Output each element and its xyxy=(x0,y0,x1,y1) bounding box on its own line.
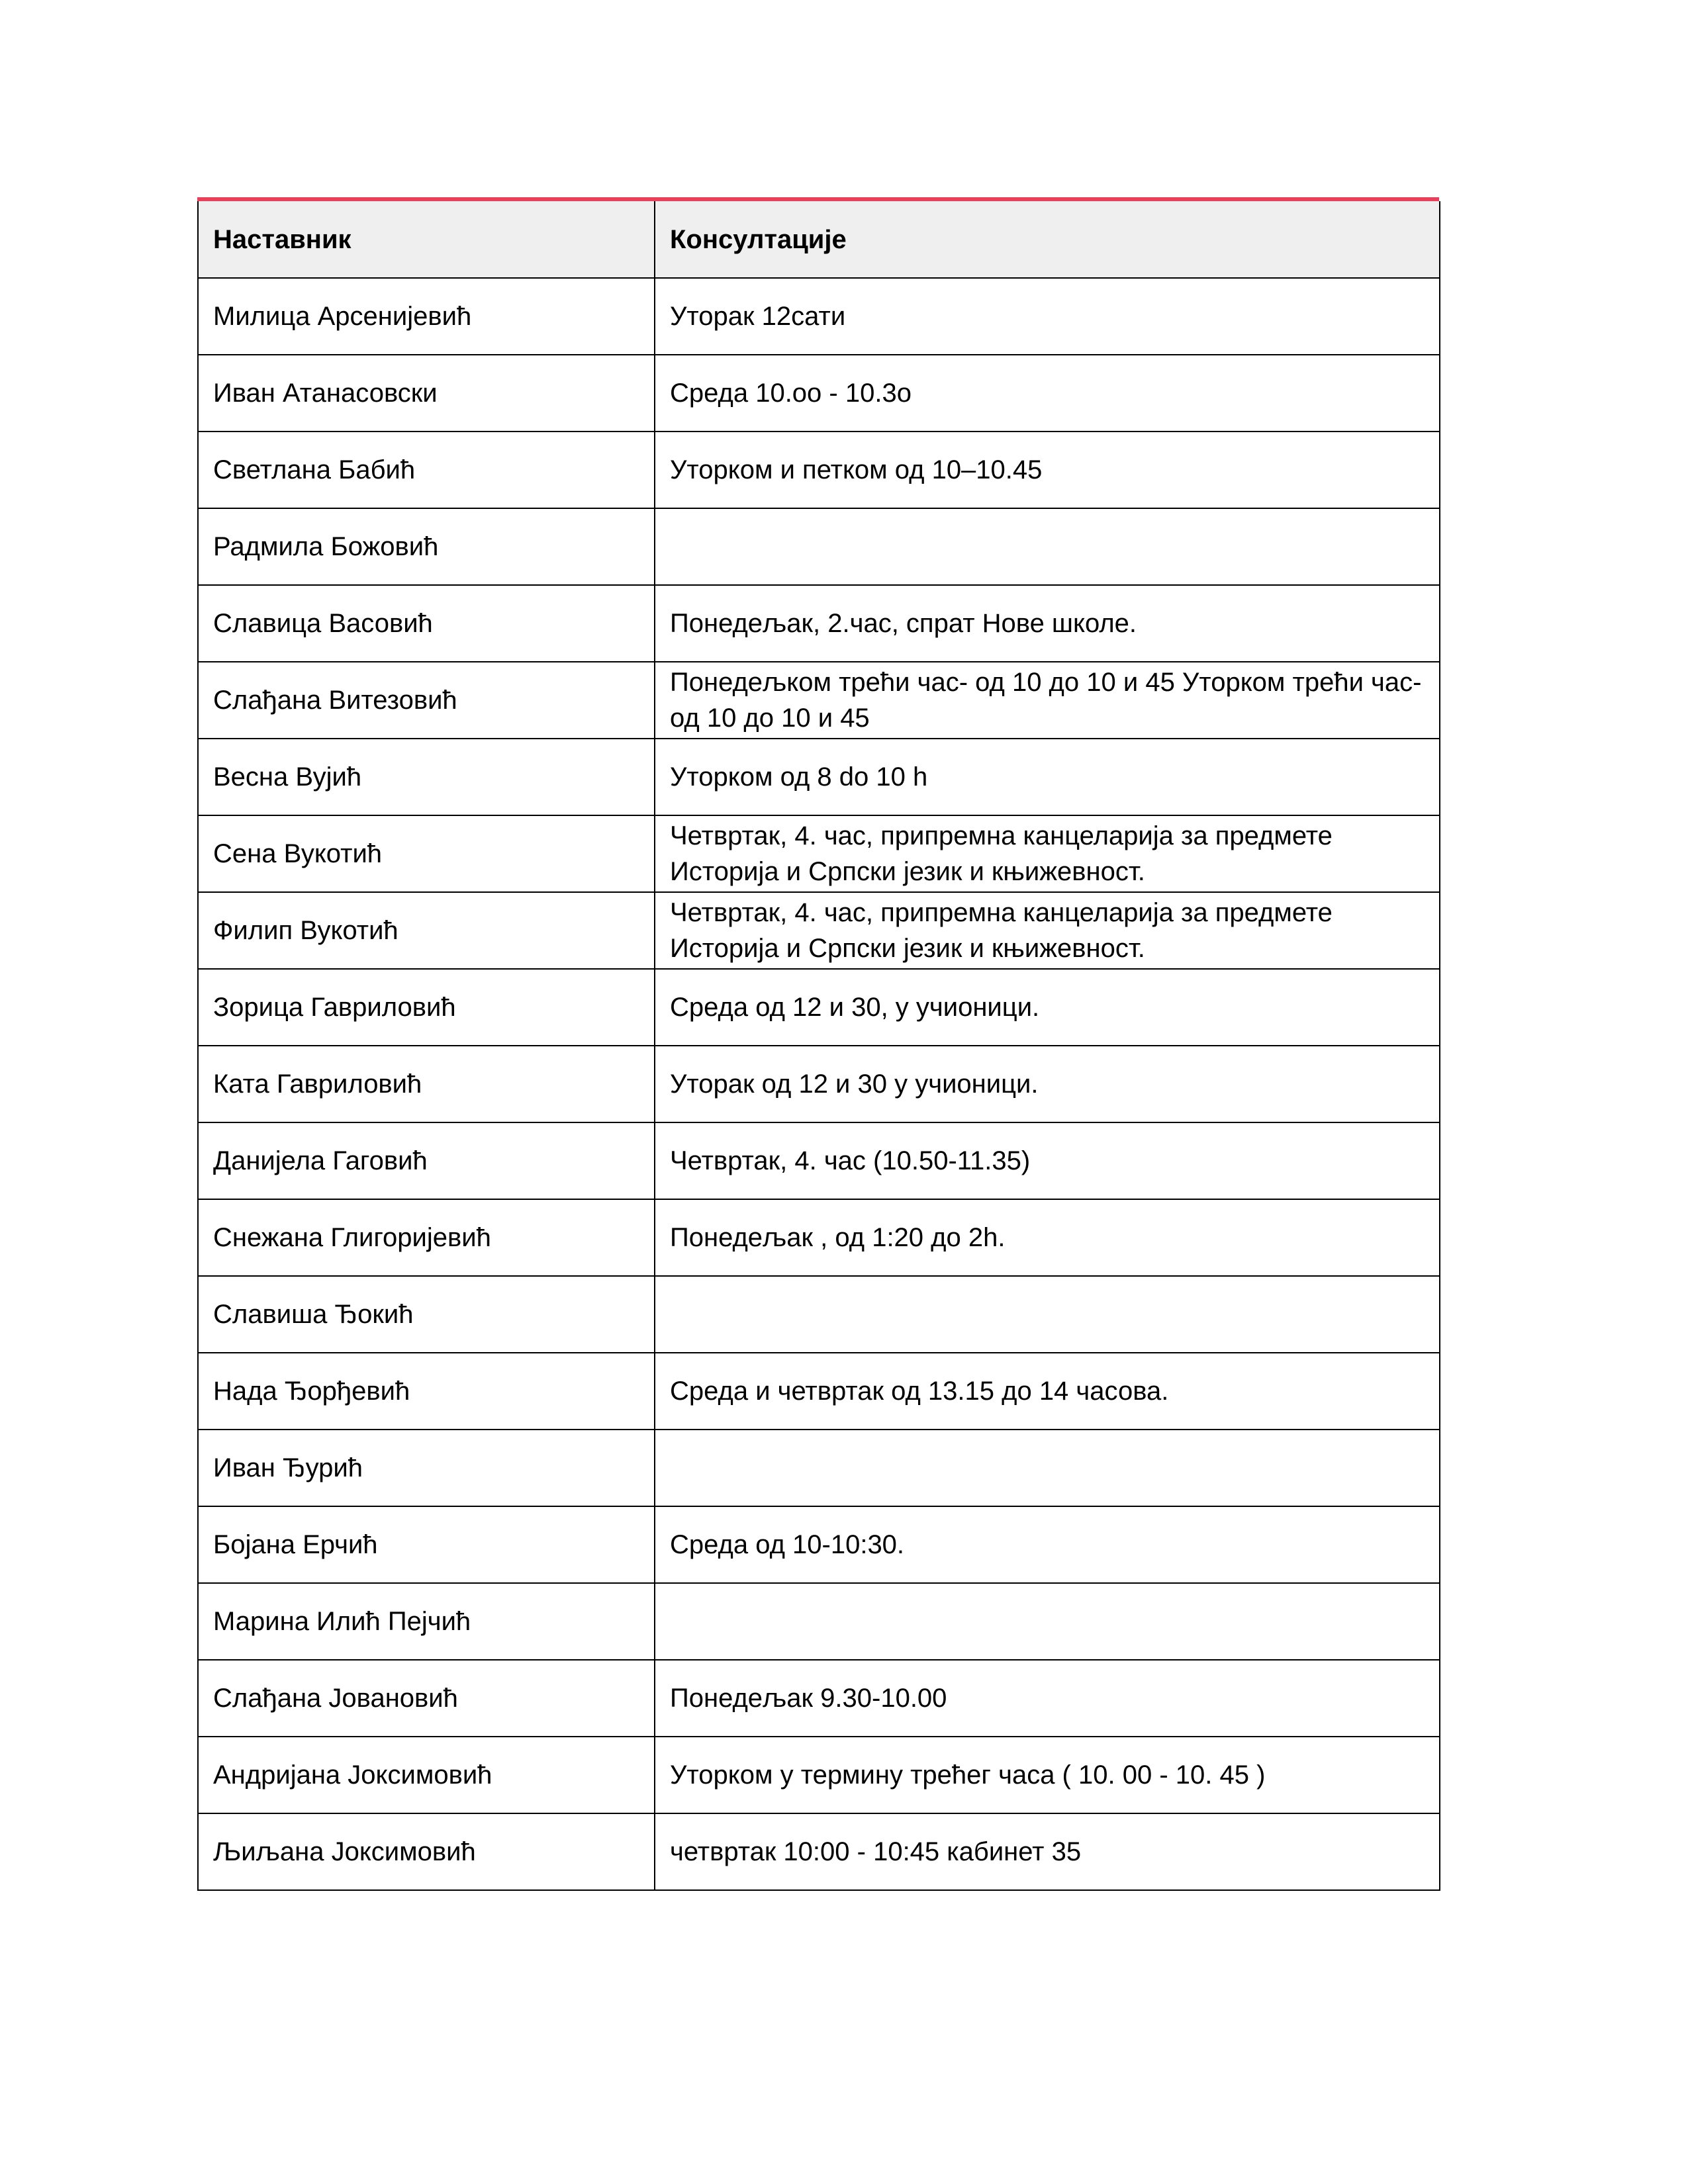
table-row xyxy=(198,1046,1440,1122)
consultation-cell: Четвртак, 4. час, припремна канцеларија за предмете Историја и Српски језик и књижевност. xyxy=(655,815,1440,892)
header-consultation: Консултације xyxy=(655,201,1440,278)
consultation-table xyxy=(197,201,1440,1891)
table-row xyxy=(198,432,1440,508)
teacher-cell: Снежана Глигоријевић xyxy=(198,1199,655,1276)
consultation-cell: Уторком од 8 do 10 h xyxy=(655,739,1440,815)
teacher-cell: Радмила Божовић xyxy=(198,508,655,585)
consultation-cell: Понедељак, 2.час, спрат Нове школе. xyxy=(655,585,1440,662)
consultation-cell: Уторком и петком од 10–10.45 xyxy=(655,432,1440,508)
teacher-cell: Ката Гавриловић xyxy=(198,1046,655,1122)
teacher-cell: Слађана Витезовић xyxy=(198,662,655,739)
table-row xyxy=(198,662,1440,739)
table-row xyxy=(198,1430,1440,1506)
table-row xyxy=(198,1660,1440,1737)
teacher-cell: Милица Арсенијевић xyxy=(198,278,655,355)
consultation-cell: Уторком у термину трећег часа ( 10. 00 - 10. 45 ) xyxy=(655,1737,1440,1813)
teacher-cell: Данијела Гаговић xyxy=(198,1122,655,1199)
table-header-row xyxy=(198,201,1440,278)
teacher-cell: Андријана Јоксимовић xyxy=(198,1737,655,1813)
consultation-cell: Уторак од 12 и 30 у учионици. xyxy=(655,1046,1440,1122)
consultation-cell: Четвртак, 4. час, припремна канцеларија за предмете Историја и Српски језик и књижевност. xyxy=(655,892,1440,969)
table-row xyxy=(198,892,1440,969)
table-row xyxy=(198,739,1440,815)
table-header xyxy=(198,201,1440,278)
consultation-table-container xyxy=(197,197,1439,1891)
teacher-cell: Марина Илић Пејчић xyxy=(198,1583,655,1660)
consultation-cell xyxy=(655,1430,1440,1506)
teacher-cell: Зорица Гавриловић xyxy=(198,969,655,1046)
teacher-cell: Нада Ђорђевић xyxy=(198,1353,655,1430)
teacher-cell: Весна Вујић xyxy=(198,739,655,815)
teacher-cell: Светлана Бабић xyxy=(198,432,655,508)
consultation-cell xyxy=(655,1583,1440,1660)
table-body xyxy=(198,278,1440,1890)
consultation-cell xyxy=(655,1276,1440,1353)
table-row xyxy=(198,278,1440,355)
teacher-cell: Љиљана Јоксимовић xyxy=(198,1813,655,1890)
consultation-cell: Среда од 12 и 30, у учионици. xyxy=(655,969,1440,1046)
table-row xyxy=(198,1122,1440,1199)
consultation-cell: Среда 10.оо - 10.3о xyxy=(655,355,1440,432)
table-row xyxy=(198,815,1440,892)
teacher-cell: Иван Атанасовски xyxy=(198,355,655,432)
consultation-cell: Среда и четвртак од 13.15 до 14 часова. xyxy=(655,1353,1440,1430)
teacher-cell: Славица Васовић xyxy=(198,585,655,662)
consultation-cell: Понедељком трећи час- од 10 до 10 и 45 Уторком трећи час- од 10 до 10 и 45 xyxy=(655,662,1440,739)
consultation-cell: четвртак 10:00 - 10:45 кабинет 35 xyxy=(655,1813,1440,1890)
teacher-cell: Сена Вукотић xyxy=(198,815,655,892)
consultation-cell: Уторак 12сати xyxy=(655,278,1440,355)
consultation-cell: Четвртак, 4. час (10.50-11.35) xyxy=(655,1122,1440,1199)
table-row xyxy=(198,508,1440,585)
consultation-cell: Понедељак 9.30-10.00 xyxy=(655,1660,1440,1737)
table-row xyxy=(198,1583,1440,1660)
consultation-cell: Понедељак , од 1:20 до 2h. xyxy=(655,1199,1440,1276)
table-row xyxy=(198,969,1440,1046)
consultation-cell xyxy=(655,508,1440,585)
table-row xyxy=(198,1353,1440,1430)
table-row xyxy=(198,585,1440,662)
table-row xyxy=(198,1813,1440,1890)
table-row xyxy=(198,1506,1440,1583)
teacher-cell: Иван Ђурић xyxy=(198,1430,655,1506)
table-row xyxy=(198,1737,1440,1813)
consultation-cell: Среда од 10-10:30. xyxy=(655,1506,1440,1583)
table-row xyxy=(198,355,1440,432)
table-row xyxy=(198,1276,1440,1353)
teacher-cell: Бојана Ерчић xyxy=(198,1506,655,1583)
table-row xyxy=(198,1199,1440,1276)
teacher-cell: Славиша Ђокић xyxy=(198,1276,655,1353)
teacher-cell: Слађана Јовановић xyxy=(198,1660,655,1737)
teacher-cell: Филип Вукотић xyxy=(198,892,655,969)
header-teacher: Наставник xyxy=(198,201,655,278)
